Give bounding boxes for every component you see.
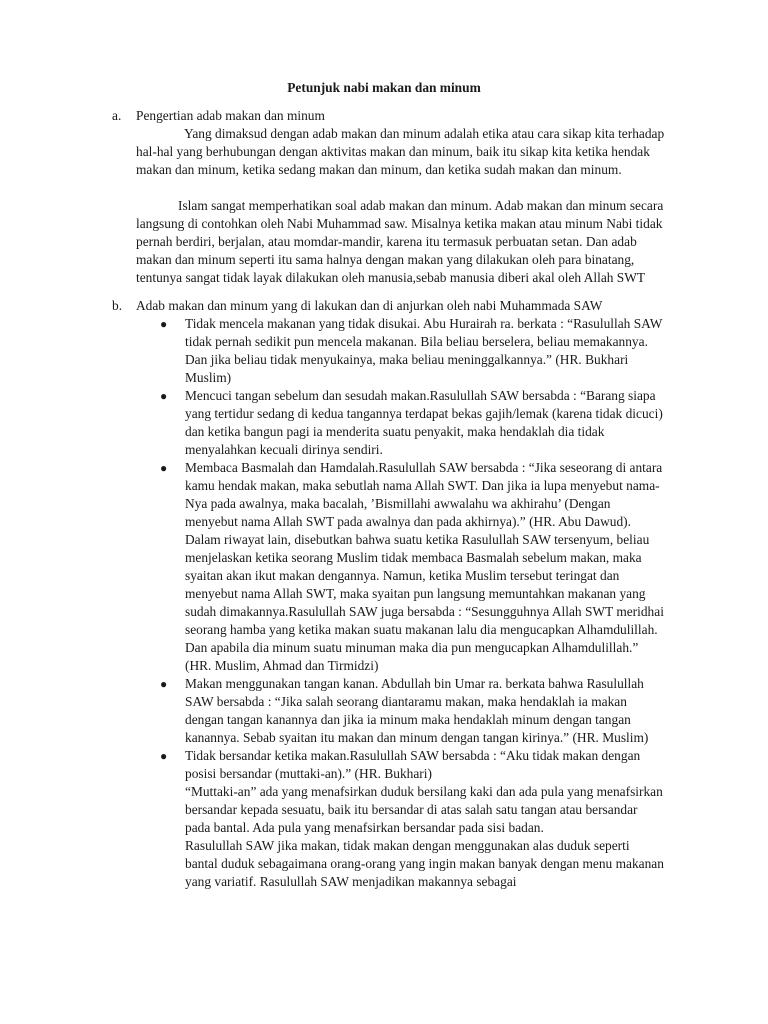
bullet-icon: ● (160, 677, 168, 691)
list-item-text: “Muttaki-an” ada yang menafsirkan duduk bersilang kaki dan ada pula yang menafsirkan bersandar kepada sesuatu, baik itu bersandar di atas salah satu tangan atau bersandar pada bantal. Ada pula yang menafsirkan bersandar pada sisi badan. (185, 784, 663, 835)
list-item-text: Tidak mencela makanan yang tidak disukai. Abu Hurairah ra. berkata : “Rasulullah SAW tidak pernah sedikit pun mencela makanan. Bila beliau berselera, beliau memakannya. Dan jika beliau tidak menyukainya, maka beliau meninggalkannya.” (HR. Bukhari Muslim) (185, 316, 663, 385)
list-item-text: Mencuci tangan sebelum dan sesudah makan.Rasulullah SAW bersabda : “Barang siapa yang tertidur sedang di kedua tangannya terdapat bekas gajih/lemak (karena tidak dicuci) dan ketika bangun pagi ia menderita suatu penyakit, maka hendaklah dia tidak menyalahkan kecuali dirinya sendiri. (185, 388, 663, 457)
section-b-marker: b. (112, 298, 123, 313)
bullet-icon: ● (160, 317, 168, 331)
list-item-text: Membaca Basmalah dan Hamdalah.Rasulullah SAW bersabda : “Jika seseorang di antara kamu hendak makan, maka sebutlah nama Allah SWT. Dan jika ia lupa menyebut nama-Nya pada awalnya, maka bacalah, ’Bismillahi awwalahu wa akhirahu’ (Dengan menyebut nama Allah SWT pada awalnya dan pada akhirnya).” (HR. Abu Dawud). Dalam riwayat lain, disebutkan bahwa suatu ketika Rasulullah SAW tersenyum, beliau menjelaskan ketika seorang Muslim tidak membaca Basmalah sebelum makan, maka syaitan akan ikut makan dengannya. Namun, ketika Muslim tersebut teringat dan menyebut nama Allah SWT, maka syaitan pun langsung memuntahkan makanan yang sudah dimakannya.Rasulullah SAW juga bersabda : “Sesungguhnya Allah SWT meridhai seorang hamba yang ketika makan suatu makanan lalu dia mengucapkan Alhamdulillah. Dan apabila dia minum suatu minuman maka dia pun mengucapkan Alhamdulillah.” (HR. Muslim, Ahmad dan Tirmidzi) (185, 460, 664, 673)
bullet-icon: ● (160, 749, 168, 763)
list-item (112, 675, 665, 747)
section-a-paragraph-2: Islam sangat memperhatikan soal adab makan dan minum. Adab makan dan minum secara langsung di contohkan oleh Nabi Muhammad saw. Misalnya ketika makan atau minum Nabi tidak pernah berdiri, berjalan, atau momdar-mandir, karena itu termasuk perbuatan setan. Dan adab makan dan minum seperti itu sama halnya dengan makan yang dilakukan oleh para binatang, tentunya sangat tidak layak dilakukan oleh manusia,sebab manusia diberi akal oleh Allah SWT (136, 198, 664, 285)
section-a-heading: Pengertian adab makan dan minum (136, 108, 325, 123)
list-item (112, 747, 665, 891)
section-a-paragraph-1: Yang dimaksud dengan adab makan dan minum adalah etika atau cara sikap kita terhadap hal-hal yang berhubungan dengan aktivitas makan dan minum, baik itu sikap kita ketika hendak makan dan minum, ketika sedang makan dan minum, dan ketika sudah makan dan minum. (136, 126, 665, 177)
list-item (112, 387, 665, 459)
section-b-heading: Adab makan dan minum yang di lakukan dan di anjurkan oleh nabi Muhammada SAW (136, 298, 603, 313)
bullet-list (112, 315, 672, 891)
document-title: Petunjuk nabi makan dan minum (287, 80, 481, 95)
bullet-icon: ● (160, 389, 168, 403)
list-item-text: Rasulullah SAW jika makan, tidak makan dengan menggunakan alas duduk seperti bantal duduk sebagaimana orang-orang yang ingin makan banyak dengan menu makanan yang variatif. Rasulullah SAW menjadikan makannya sebagai (185, 838, 664, 889)
list-item (112, 459, 665, 675)
list-item (112, 315, 665, 387)
bullet-icon: ● (160, 461, 168, 475)
list-item-text: Makan menggunakan tangan kanan. Abdullah bin Umar ra. berkata bahwa Rasulullah SAW bersabda : “Jika salah seorang diantaramu makan, maka hendaklah ia makan dengan tangan kanannya dan jika ia minum maka hendaklah minum dengan tangan kanannya. Sebab syaitan itu makan dan minum dengan tangan kirinya.” (HR. Muslim) (185, 676, 649, 745)
list-item-text: Tidak bersandar ketika makan.Rasulullah SAW bersabda : “Aku tidak makan dengan posisi bersandar (muttaki-an).” (HR. Bukhari) (185, 748, 641, 781)
section-a-marker: a. (112, 108, 122, 123)
